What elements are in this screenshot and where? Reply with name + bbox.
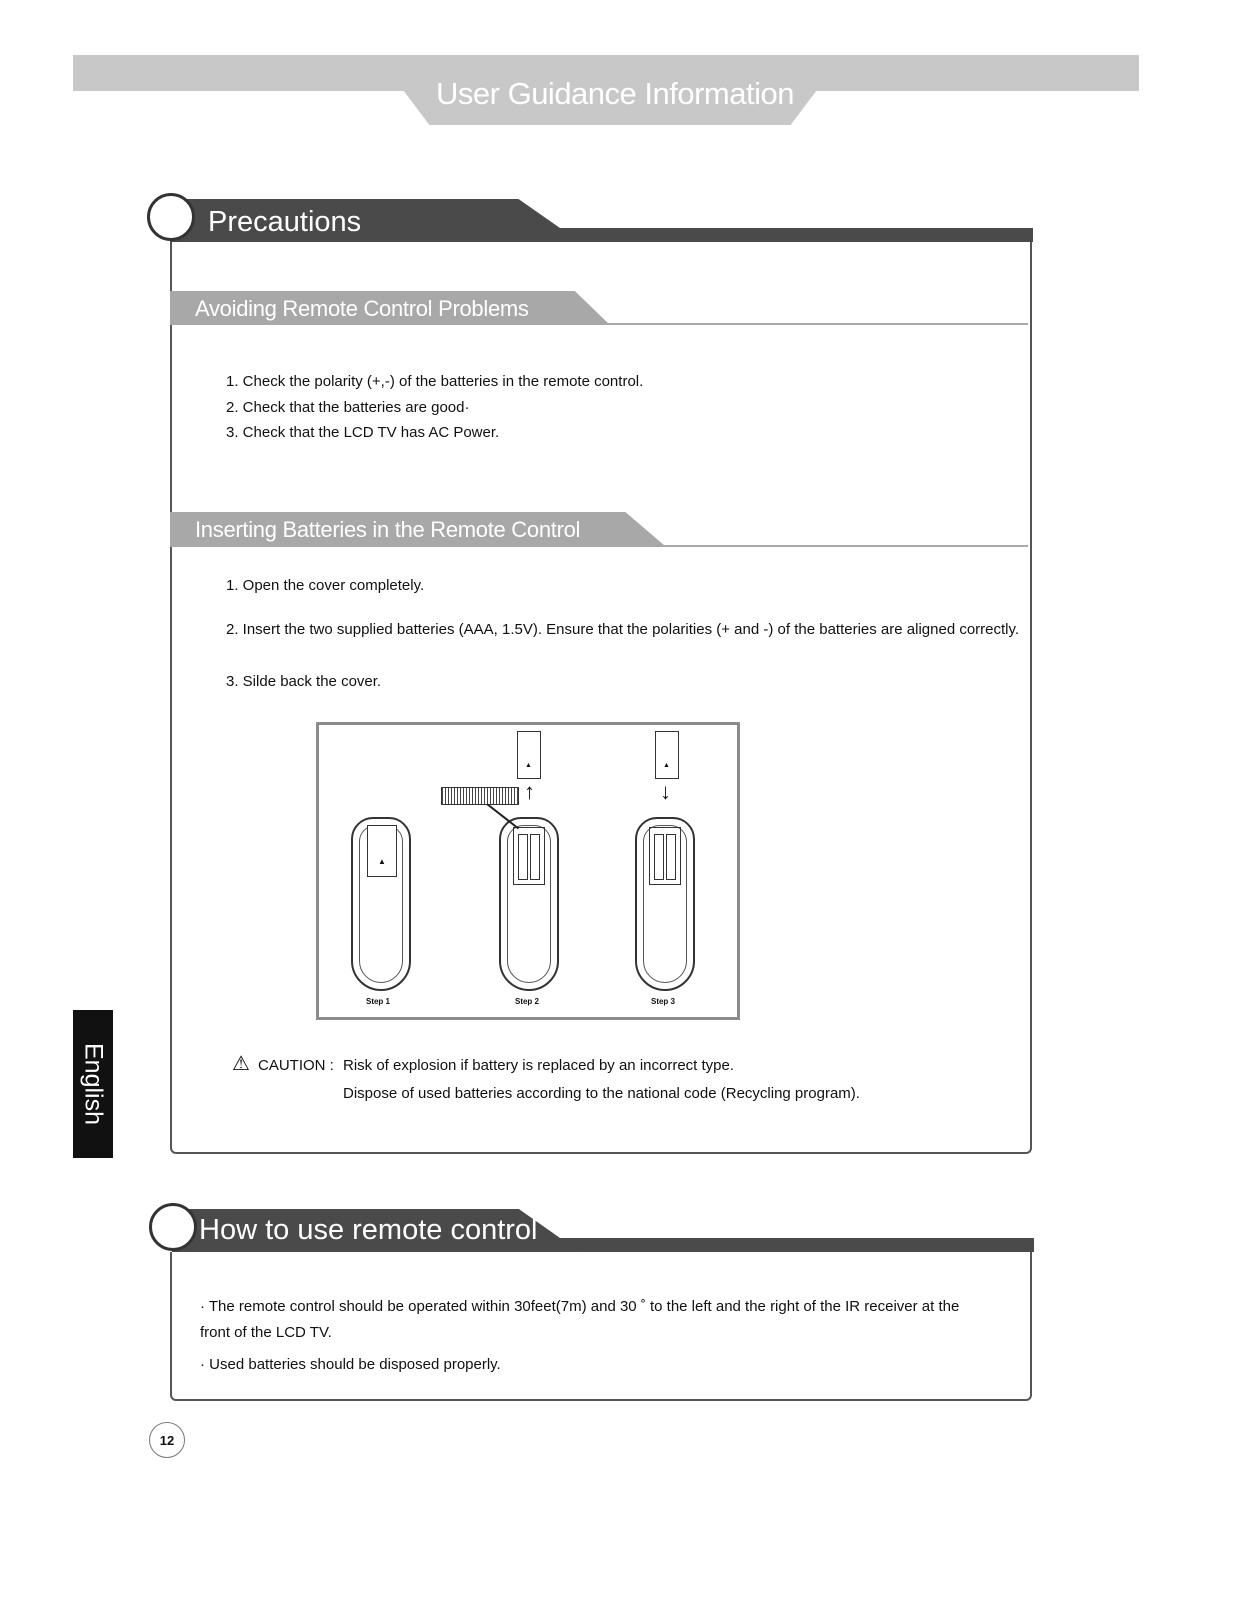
- avoiding-subheading-title: Avoiding Remote Control Problems: [195, 296, 529, 321]
- step-1-label: Step 1: [365, 997, 390, 1006]
- precautions-title: Precautions: [208, 206, 362, 238]
- avoiding-subheading-line: [170, 323, 1028, 325]
- inserting-item-3: 3. Silde back the cover.: [226, 673, 382, 690]
- remote-step-3-image: [635, 817, 695, 991]
- battery-compartment: [513, 827, 545, 885]
- page-number: 12: [149, 1422, 185, 1458]
- remote-step-1-image: [351, 817, 411, 991]
- how-to-title: How to use remote control: [199, 1214, 538, 1246]
- battery-cover: [367, 825, 397, 877]
- triangle-icon: ▲: [378, 857, 386, 866]
- avoiding-item-2: 2. Check that the batteries are good·: [226, 399, 470, 416]
- how-to-header-circle: [149, 1203, 197, 1251]
- battery-cover-open: ▲: [517, 731, 541, 779]
- warning-icon: ⚠: [232, 1053, 250, 1075]
- inserting-item-1: 1. Open the cover completely.: [226, 577, 425, 594]
- precautions-header-circle: [147, 193, 195, 241]
- inserting-subheading-title: Inserting Batteries in the Remote Control: [195, 517, 581, 542]
- battery-cover-closing: ▲: [655, 731, 679, 779]
- how-to-item-1: · The remote control should be operated within 30feet(7m) and 30 ˚ to the left and the right of the IR receiver at the front of the LCD TV.: [200, 1298, 960, 1341]
- avoiding-item-3: 3. Check that the LCD TV has AC Power.: [226, 424, 500, 441]
- page-title: User Guidance Information: [436, 76, 794, 111]
- inserting-subheading-line: [170, 545, 1028, 547]
- language-tab-label: English: [79, 1043, 108, 1125]
- step-2-label: Step 2: [514, 997, 539, 1006]
- battery-insertion-figure: [316, 722, 740, 1020]
- avoiding-item-1: 1. Check the polarity (+,-) of the batteries in the remote control.: [226, 373, 644, 390]
- caution-line-2: Dispose of used batteries according to the national code (Recycling program).: [343, 1085, 860, 1102]
- inserting-item-2: 2. Insert the two supplied batteries (AAA, 1.5V). Ensure that the polarities (+ and -) of the batteries are aligned correctly.: [226, 621, 1020, 638]
- insert-note-label: [441, 787, 519, 805]
- arrow-down-icon: ↓: [660, 779, 671, 804]
- how-to-item-2: · Used batteries should be disposed properly.: [200, 1356, 501, 1373]
- caution-line-1: Risk of explosion if battery is replaced by an incorrect type.: [343, 1057, 735, 1074]
- remote-step-2-image: [499, 817, 559, 991]
- arrow-up-icon: ↑: [524, 779, 535, 804]
- caution-label: CAUTION :: [258, 1057, 334, 1074]
- step-3-label: Step 3: [650, 997, 675, 1006]
- battery-compartment: [649, 827, 681, 885]
